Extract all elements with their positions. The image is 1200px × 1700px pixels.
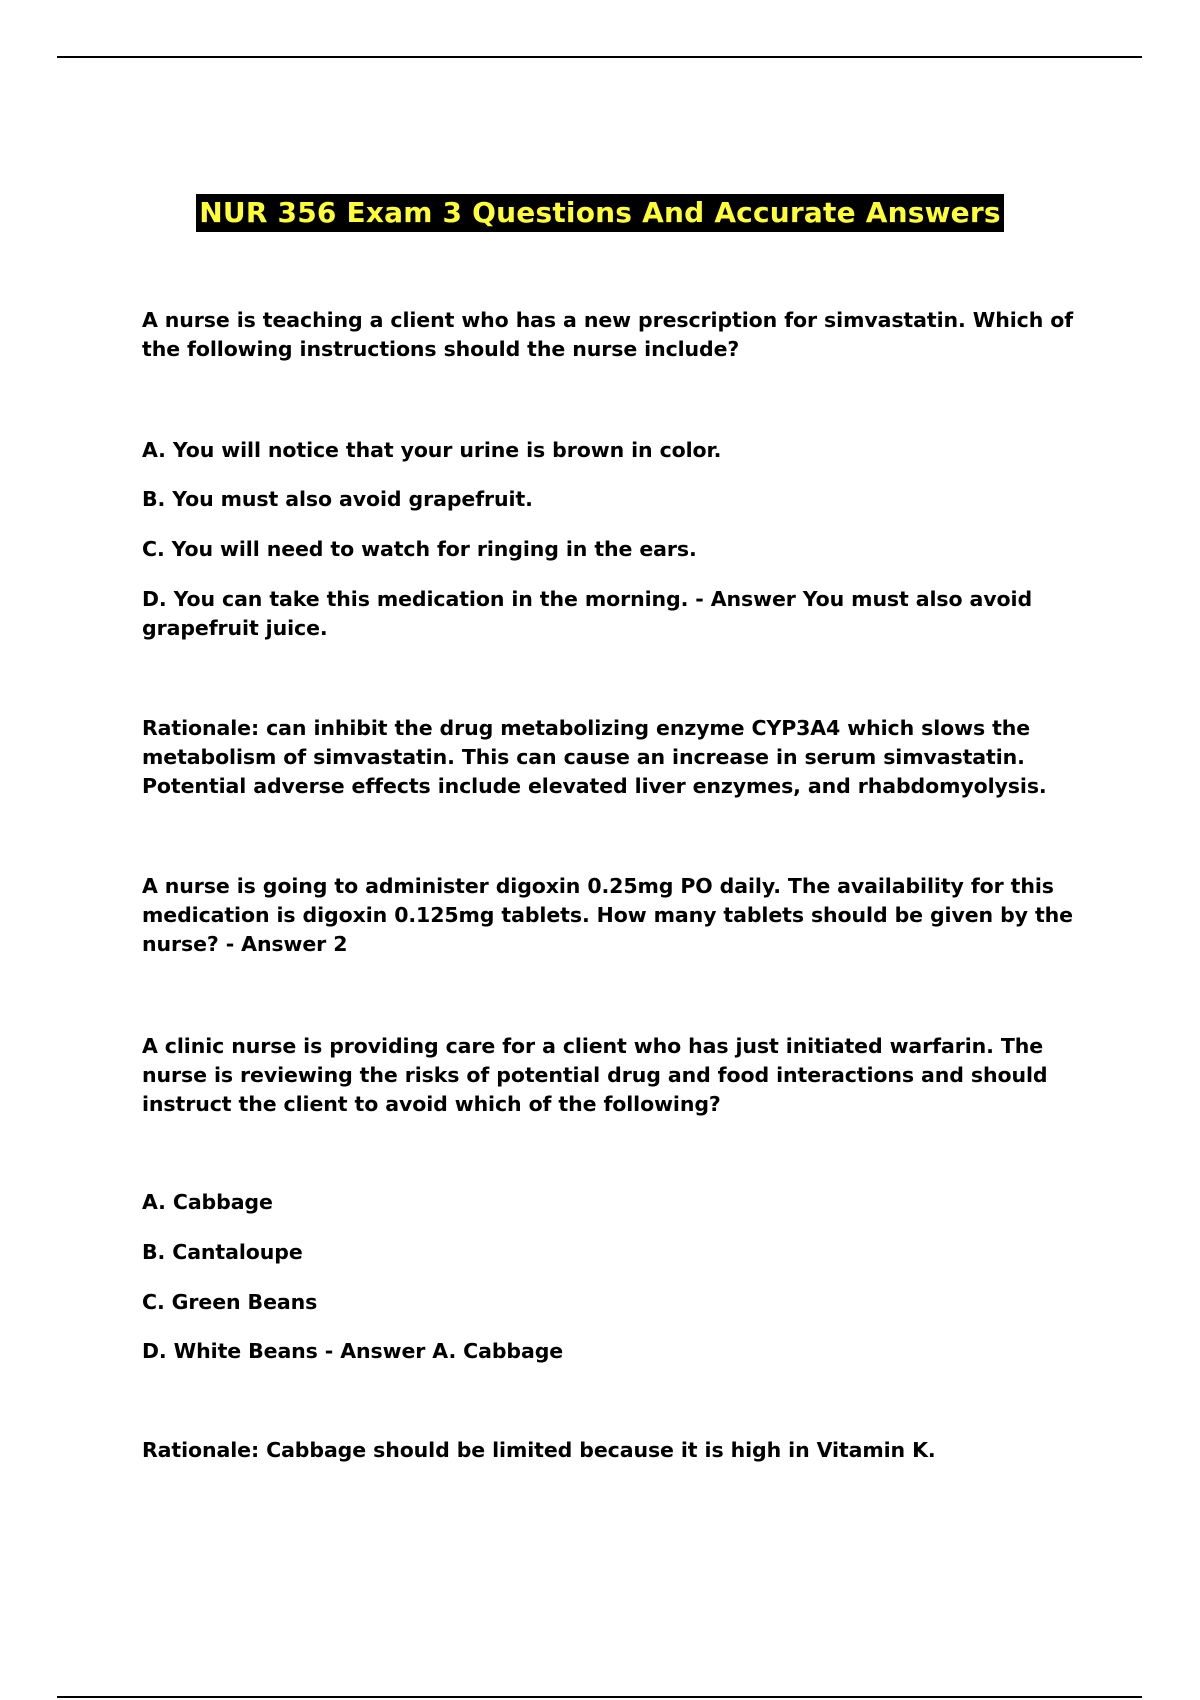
q3-option-a: A. Cabbage [142,1190,273,1214]
title-container [0,194,1200,232]
question-3: A clinic nurse is providing care for a client who has just initiated warfarin. The nurse is reviewing the risks of potential drug and food interactions and should instruct the client to avoid which of the following? [142,1034,1048,1116]
q1-option-c: C. You will need to watch for ringing in the ears. [142,537,697,561]
q3-rationale: Rationale: Cabbage should be limited because it is high in Vitamin K. [142,1438,936,1462]
q1-rationale: Rationale: can inhibit the drug metabolizing enzyme CYP3A4 which slows the metabolism of simvastatin. This can cause an increase in serum simvastatin. Potential adverse effects include elevated liver enzymes, and rhabdomyolysis. [142,716,1047,798]
question-2: A nurse is going to administer digoxin 0.25mg PO daily. The availability for this medication is digoxin 0.125mg tablets. How many tablets should be given by the nurse? - Answer 2 [142,874,1073,956]
q1-option-b: B. You must also avoid grapefruit. [142,487,533,511]
q3-option-d-answer: D. White Beans - Answer A. Cabbage [142,1339,564,1363]
q1-option-a: A. You will notice that your urine is brown in color. [142,438,722,462]
q3-option-b: B. Cantaloupe [142,1240,303,1264]
question-1: A nurse is teaching a client who has a new prescription for simvastatin. Which of the following instructions should the nurse include? [142,308,1074,361]
q1-option-d-answer: D. You can take this medication in the morning. - Answer You must also avoid grapefruit juice. [142,587,1033,640]
bottom-divider [57,1696,1142,1698]
q3-option-c: C. Green Beans [142,1290,318,1314]
top-divider [57,56,1142,58]
document-title: NUR 356 Exam 3 Questions And Accurate Answers [196,194,1004,232]
